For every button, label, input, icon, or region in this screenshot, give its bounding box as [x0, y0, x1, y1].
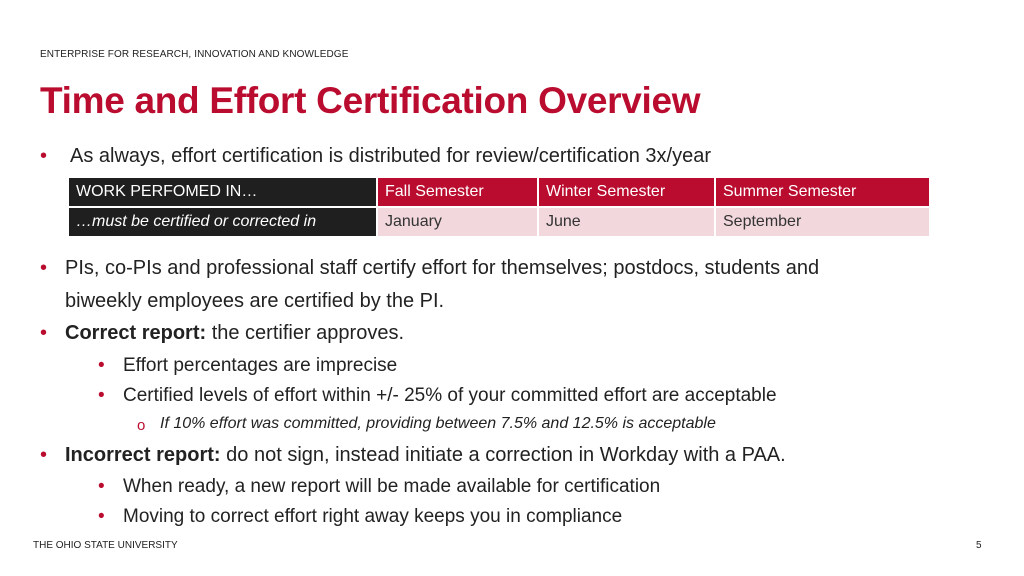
- sub-bullet-text: Certified levels of effort within +/- 25% of your committed effort are acceptable: [123, 385, 777, 406]
- sub-bullet-text: Moving to correct effort right away keeps you in compliance: [123, 506, 623, 527]
- bullet-1-text: As always, effort certification is distributed for review/certification 3x/year: [70, 145, 711, 167]
- bullet-4: •: [40, 444, 48, 466]
- header-label: ENTERPRISE FOR RESEARCH, INNOVATION AND KNOWLEDGE: [40, 49, 349, 60]
- semester-table: [67, 176, 931, 238]
- table-cell: WORK PERFOMED IN…: [69, 178, 376, 206]
- bullet-3-text: [65, 322, 404, 345]
- sub-bullet-text: Effort percentages are imprecise: [123, 355, 398, 376]
- bullet-4-rest: do not sign, instead initiate a correction in Workday with a PAA.: [220, 444, 786, 466]
- table-cell: Fall Semester: [378, 178, 537, 206]
- bullet-4-bold: Incorrect report:: [65, 444, 221, 466]
- table-cell: Winter Semester: [539, 178, 714, 206]
- page-number: 5: [976, 540, 982, 551]
- sub-bullet-text: When ready, a new report will be made available for certification: [123, 476, 661, 497]
- bullet-3-bold: Correct report:: [65, 322, 207, 344]
- sub-bullet: •: [98, 476, 105, 497]
- bullet-3-rest: the certifier approves.: [206, 322, 405, 344]
- sub-bullet: •: [98, 506, 105, 527]
- bullet-2-line-2: biweekly employees are certified by the PI.: [65, 290, 445, 312]
- table-cell: September: [716, 208, 929, 236]
- table-cell: …must be certified or corrected in: [69, 208, 376, 236]
- slide-title: Time and Effort Certification Overview: [40, 80, 701, 121]
- table-row: [69, 208, 929, 236]
- bullet-2: •: [40, 257, 48, 279]
- footer-university: THE OHIO STATE UNIVERSITY: [33, 540, 178, 551]
- subsub-bullet-text: If 10% effort was committed, providing between 7.5% and 12.5% is acceptable: [160, 415, 716, 432]
- sub-bullet: •: [98, 355, 105, 376]
- sub-bullet: •: [98, 385, 105, 406]
- table-row: [69, 178, 929, 206]
- table-cell: June: [539, 208, 714, 236]
- table-cell: Summer Semester: [716, 178, 929, 206]
- bullet-3: •: [40, 322, 48, 344]
- bullet-4-text: [65, 444, 786, 467]
- subsub-bullet: o: [137, 417, 146, 434]
- bullet-2-line-1: PIs, co-PIs and professional staff certify effort for themselves; postdocs, students and: [65, 257, 820, 279]
- table-cell: January: [378, 208, 537, 236]
- bullet-1: •: [40, 145, 48, 167]
